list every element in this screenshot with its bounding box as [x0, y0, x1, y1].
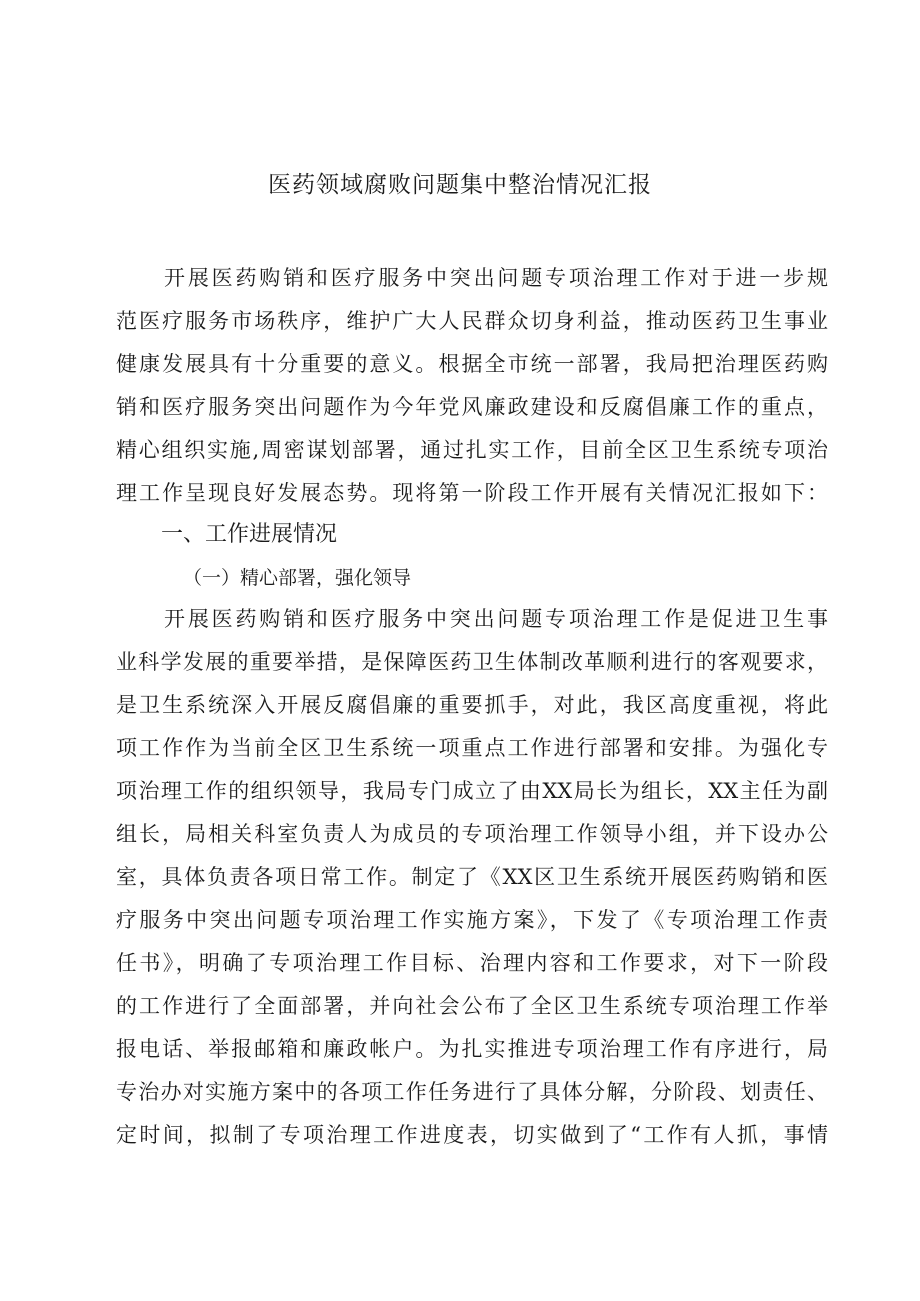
intro-line: 范医疗服务市场秩序，维护广大人民群众切身利益，推动医药卫生事业: [116, 309, 828, 333]
intro-line: 销和医疗服务突出问题作为今年党风廉政建设和反腐倡廉工作的重点，: [116, 395, 828, 419]
body-line: 项工作作为当前全区卫生系统一项重点工作进行部署和安排。为强化专: [116, 736, 828, 760]
body-line: 报电话、举报邮箱和廉政帐户。为扎实推进专项治理工作有序进行，局: [116, 1037, 828, 1061]
body-line: 定时间，拟制了专项治理工作进度表，切实做到了“工作有人抓，事情: [116, 1123, 828, 1147]
intro-line: 理工作呈现良好发展态势。现将第一阶段工作开展有关情况汇报如下：: [116, 481, 828, 505]
intro-line: 精心组织实施,周密谋划部署，通过扎实工作，目前全区卫生系统专项治: [116, 438, 828, 462]
body-line: 组长，局相关科室负责人为成员的专项治理工作领导小组，并下设办公: [116, 822, 828, 846]
intro-line: 健康发展具有十分重要的意义。根据全市统一部署，我局把治理医药购: [116, 352, 828, 376]
body-line: 业科学发展的重要举措，是保障医药卫生体制改革顺利进行的客观要求，: [116, 650, 828, 674]
body-line: 项治理工作的组织领导，我局专门成立了由XX局长为组长，XX主任为副: [116, 779, 828, 803]
body-line: 室，具体负责各项日常工作。制定了《XX区卫生系统开展医药购销和医: [116, 865, 828, 889]
body-line: 开展医药购销和医疗服务中突出问题专项治理工作是促进卫生事: [164, 607, 828, 631]
intro-line: 开展医药购销和医疗服务中突出问题专项治理工作对于进一步规: [164, 266, 828, 290]
subsection-heading: （一）精心部署，强化领导: [183, 567, 412, 589]
document-title: 医药领域腐败问题集中整治情况汇报: [268, 172, 652, 198]
body-line: 疗服务中突出问题专项治理工作实施方案》，下发了《专项治理工作责: [116, 908, 828, 932]
body-line: 任书》，明确了专项治理工作目标、治理内容和工作要求，对下一阶段: [116, 951, 828, 975]
section-heading: 一、工作进展情况: [161, 522, 338, 547]
body-line: 专治办对实施方案中的各项工作任务进行了具体分解，分阶段、划责任、: [116, 1080, 828, 1104]
body-line: 的工作进行了全面部署，并向社会公布了全区卫生系统专项治理工作举: [116, 994, 828, 1018]
body-line: 是卫生系统深入开展反腐倡廉的重要抓手，对此，我区高度重视，将此: [116, 693, 828, 717]
